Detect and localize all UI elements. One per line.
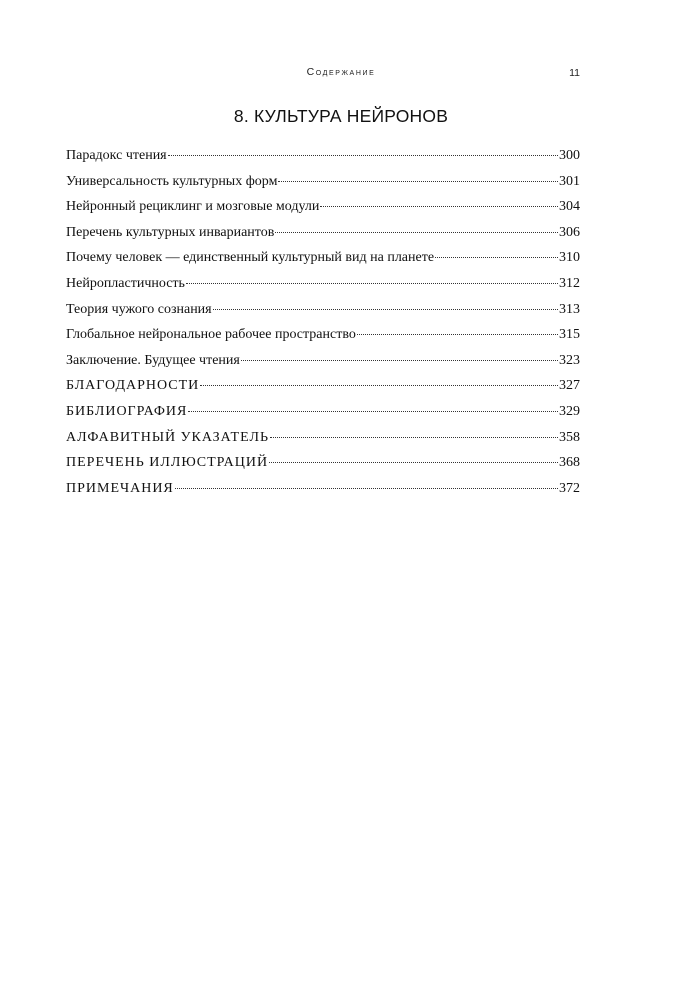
toc-entry-page: 306	[559, 224, 580, 240]
dot-leader	[200, 384, 558, 386]
toc-entry-label: Перечень культурных инвариантов	[66, 224, 275, 240]
toc-entry-label: Нейронный рециклинг и мозговые модули	[66, 199, 320, 215]
toc-entry	[66, 220, 580, 246]
toc-entry-backmatter	[66, 425, 580, 451]
toc-entry-label: БИБЛИОГРАФИЯ	[66, 403, 188, 419]
chapter-title: 8. КУЛЬТУРА НЕЙРОНОВ	[233, 106, 449, 126]
dot-leader	[186, 282, 558, 284]
toc-entry-backmatter	[66, 399, 580, 425]
toc-entry-page: 327	[559, 378, 580, 394]
dot-leader	[278, 180, 558, 182]
toc-entry-label: Универсальность культурных форм	[66, 173, 278, 189]
toc-entry-page: 313	[559, 301, 580, 317]
toc-entry-backmatter	[66, 450, 580, 476]
toc-entry-backmatter	[66, 476, 580, 502]
dot-leader	[270, 436, 558, 438]
toc-entry-label: ПРИМЕЧАНИЯ	[66, 480, 174, 496]
toc-entry-page: 368	[559, 455, 580, 471]
running-head: Содержание	[306, 66, 376, 78]
toc-entry-label: БЛАГОДАРНОСТИ	[66, 378, 200, 394]
toc-entry-page: 301	[559, 173, 580, 189]
toc-entry-page: 312	[559, 275, 580, 291]
dot-leader	[269, 461, 558, 463]
toc-entry	[66, 143, 580, 169]
toc-entry	[66, 297, 580, 323]
toc-entry	[66, 245, 580, 271]
toc-entry-backmatter	[66, 373, 580, 399]
toc-entry-page: 372	[559, 480, 580, 496]
toc-entry-label: Нейропластичность	[66, 275, 185, 291]
toc-entry-page: 304	[559, 199, 580, 215]
dot-leader	[241, 359, 558, 361]
toc-entry-label: Теория чужого сознания	[66, 301, 212, 317]
dot-leader	[213, 308, 558, 310]
toc-entry-page: 329	[559, 403, 580, 419]
toc-entry	[66, 169, 580, 195]
table-of-contents	[66, 143, 580, 501]
toc-entry-page: 300	[559, 148, 580, 163]
toc-entry-label: Парадокс чтения	[66, 148, 167, 163]
dot-leader	[320, 205, 558, 207]
dot-leader	[357, 333, 558, 335]
toc-entry	[66, 271, 580, 297]
dot-leader	[168, 154, 558, 156]
toc-entry-label: Почему человек — единственный культурный вид на планете	[66, 250, 435, 266]
page-number: 11	[569, 67, 580, 79]
toc-entry-page: 358	[559, 429, 580, 445]
dot-leader	[435, 256, 558, 258]
dot-leader	[188, 410, 558, 412]
toc-entry-page: 323	[559, 352, 580, 368]
toc-entry-label: Глобальное нейрональное рабочее пространство	[66, 327, 356, 343]
toc-entry	[66, 322, 580, 348]
toc-entry-page: 315	[559, 327, 580, 343]
toc-entry-label: ПЕРЕЧЕНЬ ИЛЛЮСТРАЦИЙ	[66, 455, 269, 471]
toc-entry-label: Заключение. Будущее чтения	[66, 352, 240, 368]
toc-entry-label: АЛФАВИТНЫЙ УКАЗАТЕЛЬ	[66, 429, 269, 445]
toc-entry	[66, 348, 580, 374]
dot-leader	[175, 487, 558, 489]
toc-entry	[66, 194, 580, 220]
toc-entry-page: 310	[559, 250, 580, 266]
dot-leader	[275, 231, 558, 233]
